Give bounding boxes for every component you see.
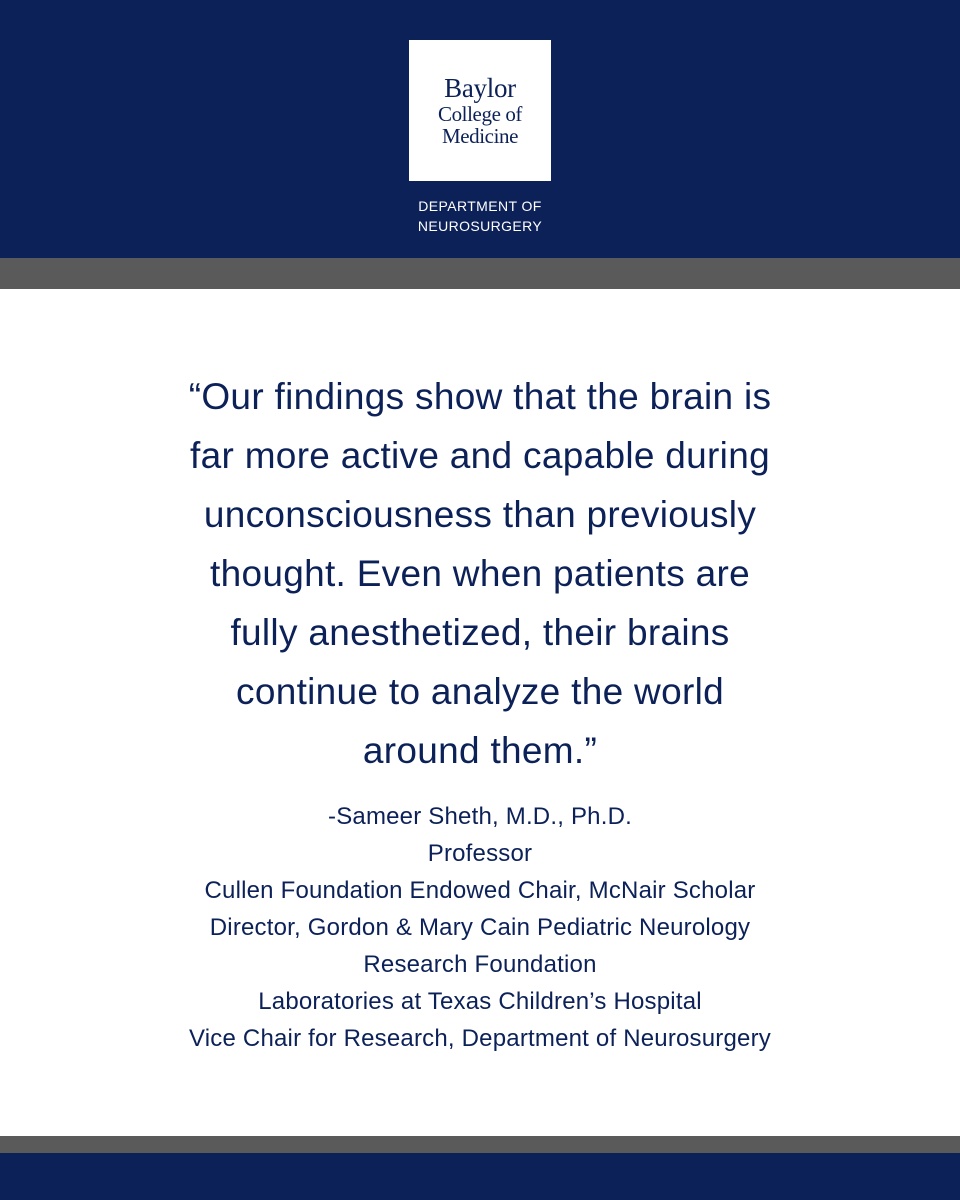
quote-line: around them.” (362, 730, 598, 771)
attribution-title: Research Foundation (363, 951, 597, 978)
attribution-title: Director, Gordon & Mary Cain Pediatric Neurology (209, 914, 751, 941)
department-line-1: DEPARTMENT OF (418, 198, 542, 214)
attribution-title: Laboratories at Texas Children’s Hospital (258, 988, 702, 1015)
bottom-divider-band (0, 1136, 960, 1153)
quote-attribution (60, 798, 900, 1057)
quote-line: fully anesthetized, their brains (230, 612, 730, 653)
header-banner (0, 0, 960, 258)
quote-line: continue to analyze the world (236, 671, 724, 712)
attribution-title: Cullen Foundation Endowed Chair, McNair Scholar (204, 877, 756, 904)
logo-line-baylor: Baylor (444, 73, 516, 104)
logo-line-medicine: Medicine (441, 123, 519, 148)
baylor-logo (409, 40, 551, 181)
attribution-title: Vice Chair for Research, Department of Neurosurgery (188, 1025, 771, 1052)
footer-banner (0, 1153, 960, 1200)
quote-line: “Our findings show that the brain is (188, 376, 772, 417)
quote-text (80, 367, 880, 780)
quote-line: thought. Even when patients are (209, 553, 750, 594)
attribution-title: Professor (427, 840, 533, 867)
attribution-name: -Sameer Sheth, M.D., Ph.D. (328, 803, 632, 830)
logo-line-college-of: College of (437, 101, 523, 126)
quote-line: far more active and capable during (190, 435, 770, 476)
top-divider-band (0, 258, 960, 289)
department-name (0, 196, 960, 236)
department-line-2: NEUROSURGERY (417, 218, 543, 234)
quote-line: unconsciousness than previously (203, 494, 757, 535)
